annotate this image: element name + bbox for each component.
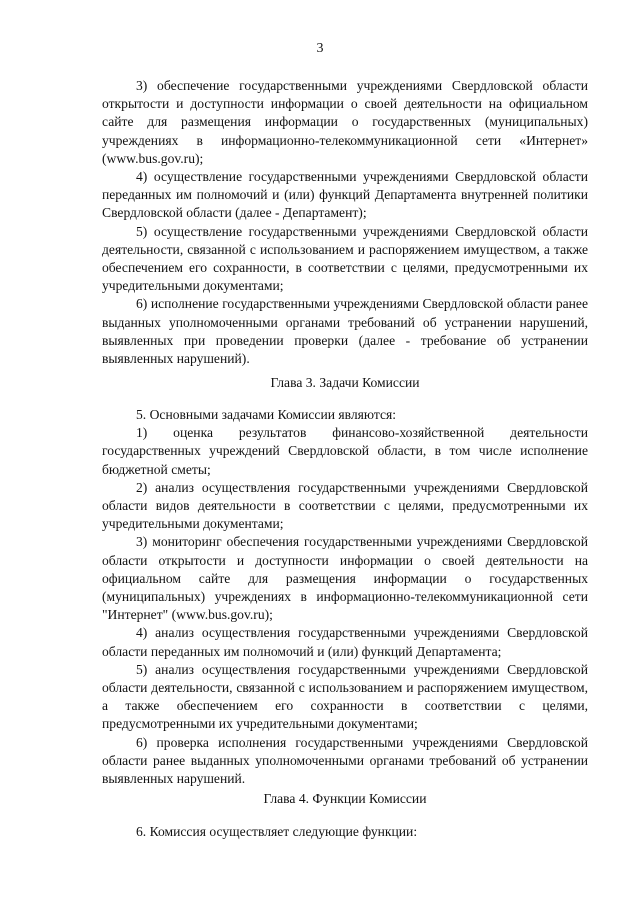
- list-item: 4) осуществление государственными учреждениями Свердловской области переданных им полномочий и (или) функций Департамента внутренней политики Свердловской области (далее - Департамент);: [102, 169, 588, 221]
- page-number: 3: [316, 41, 324, 56]
- chapter3-heading-wrap: [102, 374, 588, 392]
- list-item: 6) проверка исполнения государственными учреждениями Свердловской области ранее выданных уполномоченными органами требований об устранении выявленных нарушений.: [102, 734, 588, 787]
- previous-section-list: [102, 77, 588, 368]
- list-item: 3) обеспечение государственными учреждениями Свердловской области открытости и доступности информации о своей деятельности на официальном сайте для размещения информации о государственных (муниципальных) учреждениях в информационно-телекоммуникационной сети «Интернет» (www.bus.gov.ru);: [102, 78, 588, 166]
- chapter4-intro: 6. Комиссия осуществляет следующие функции:: [136, 824, 418, 839]
- chapter3-body: [102, 406, 588, 788]
- list-item: 3) мониторинг обеспечения государственными учреждениями Свердловской области открытости и доступности информации о своей деятельности на официальном сайте для размещения информации о государственных (муниципальных) учреждениях в информационно-телекоммуникационной сети "Интернет" (www.bus.gov.ru);: [102, 534, 588, 623]
- chapter4-body: [102, 823, 588, 841]
- list-item: 4) анализ осуществления государственными учреждениями Свердловской области переданных им полномочий и (или) функций Департамента;: [102, 625, 588, 659]
- list-item: 5) анализ осуществления государственными учреждениями Свердловской области деятельности, связанной с использованием и распоряжением имуществом, а также обеспечением его сохранности в соответствии с целями, предусмотренными их учредительными документами;: [102, 661, 588, 732]
- list-item: 1) оценка результатов финансово-хозяйственной деятельности государственных учреждений Свердловской области, в том числе исполнение бюджетной сметы;: [102, 425, 588, 477]
- chapter4-heading-wrap: [102, 790, 588, 808]
- list-item: 2) анализ осуществления государственными учреждениями Свердловской области видов деятельности в соответствии с целями, предусмотренными их учредительными документами;: [102, 479, 588, 532]
- chapter3-title: Глава 3. Задачи Комиссии: [270, 375, 420, 390]
- chapter4-title: Глава 4. Функции Комиссии: [263, 791, 427, 806]
- list-item: 6) исполнение государственными учреждениями Свердловской области ранее выданных уполномоченными органами требований об устранении нарушений, выявленных при проведении проверки (далее - требование об устранении выявленных нарушений).: [102, 296, 588, 367]
- chapter3-intro: 5. Основными задачами Комиссии являются:: [136, 407, 397, 422]
- list-item: 5) осуществление государственными учреждениями Свердловской области деятельности, связанной с использованием и распоряжением имуществом, а также обеспечением его сохранности, в соответствии с целями, предусмотренными их учредительными документами;: [102, 223, 588, 294]
